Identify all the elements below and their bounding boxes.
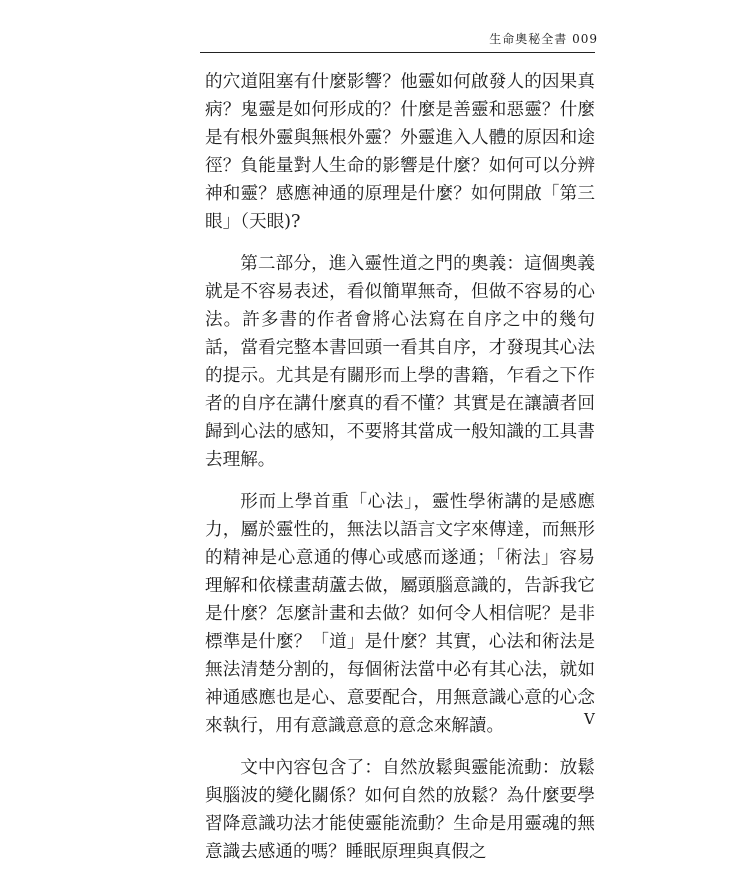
running-head: 生命奧秘全書 009 <box>489 32 598 46</box>
body-text <box>205 68 595 880</box>
page-number: V <box>584 710 595 728</box>
paragraph: 文中內容包含了：自然放鬆與靈能流動：放鬆與腦波的變化關係？如何自然的放鬆？為什麼要學習降意識功法才能使靈能流動？生命是用靈魂的無意識去感通的嗎？睡眠原理與真假之 <box>205 758 595 862</box>
paragraph: 形而上學首重「心法」，靈性學術講的是感應力，屬於靈性的，無法以語言文字來傳達，而無形的精神是心意通的傳心或感而遂通；「術法」容易理解和依樣畫葫蘆去做，屬頭腦意識的，告訴我它是什麼？怎麼計畫和去做？如何令人相信呢？是非標準是什麼？「道」是什麼？其實，心法和術法是無法清楚分割的，每個術法當中必有其心法，就如神通感應也是心、意要配合，用無意識心意的心念來執行，用有意識意意的意念來解讀。 <box>205 492 595 736</box>
paragraph: 第二部分，進入靈性道之門的奧義：這個奧義就是不容易表述，看似簡單無奇，但做不容易的心法。許多書的作者會將心法寫在自序之中的幾句話，當看完整本書回頭一看其自序，才發現其心法的提示。尤其是有關形而上學的書籍，乍看之下作者的自序在講什麼真的看不懂？其實是在讓讀者回歸到心法的感知，不要將其當成一般知識的工具書去理解。 <box>205 254 595 470</box>
paragraph-continued: 的穴道阻塞有什麼影響？他靈如何啟發人的因果真病？鬼靈是如何形成的？什麼是善靈和惡靈？什麼是有根外靈與無根外靈？外靈進入人體的原因和途徑？負能量對人生命的影響是什麼？如何可以分辨神和靈？感應神通的原理是什麼？如何開啟「第三眼」（天眼)? <box>205 72 595 232</box>
header-rule <box>200 52 595 53</box>
